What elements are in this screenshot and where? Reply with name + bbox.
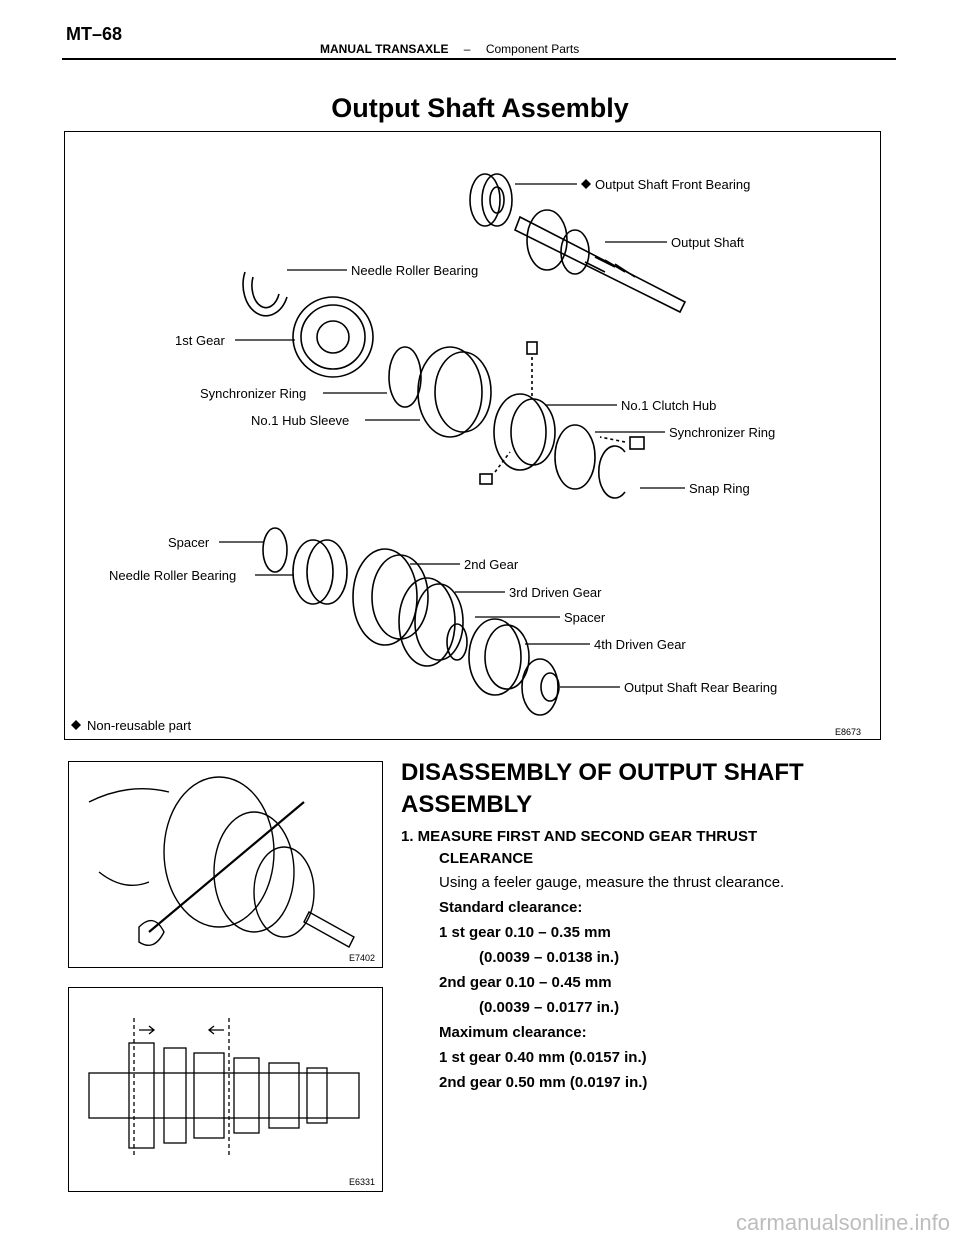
key-top-illustration xyxy=(527,342,537,354)
maximum-1st-gear: 1 st gear 0.40 mm (0.0157 in.) xyxy=(439,1049,647,1066)
header-title xyxy=(320,42,579,56)
header-rule xyxy=(62,58,896,60)
header-section: MANUAL TRANSAXLE xyxy=(320,42,449,56)
label-hub-sleeve: No.1 Hub Sleeve xyxy=(251,413,350,428)
shaft-end-illustration xyxy=(304,912,354,947)
spacer-left-illustration xyxy=(263,528,287,572)
label-second-gear: 2nd Gear xyxy=(464,557,519,572)
standard-clearance-label: Standard clearance: xyxy=(439,899,583,916)
label-rear-bearing: Output Shaft Rear Bearing xyxy=(624,680,778,695)
label-needle-bearing-top: Needle Roller Bearing xyxy=(351,263,479,278)
step1-heading-cont: CLEARANCE xyxy=(439,850,534,867)
non-reusable-diamond-icon xyxy=(581,179,591,189)
photo-figure-code: E7402 xyxy=(349,953,376,963)
label-first-gear: 1st Gear xyxy=(175,333,225,348)
label-needle-bearing-bottom: Needle Roller Bearing xyxy=(109,568,237,583)
watermark: carmanualsonline.info xyxy=(735,1210,950,1235)
header-separator: – xyxy=(463,42,471,56)
drawing-figure-code: E6331 xyxy=(349,1177,376,1187)
page-number: MT–68 xyxy=(66,24,123,44)
first-gear-illustration xyxy=(293,297,373,377)
section-heading-line2: ASSEMBLY xyxy=(401,791,533,818)
needle-bearing-top-illustration xyxy=(243,272,287,316)
sync-ring-right-illustration xyxy=(555,425,595,489)
gear-two-illustration xyxy=(164,1048,186,1143)
maximum-clearance-label: Maximum clearance: xyxy=(439,1024,587,1041)
feeler-gauge-tool xyxy=(149,802,304,932)
legend-non-reusable: Non-reusable part xyxy=(87,718,192,733)
diagram-figure-code: E8673 xyxy=(835,727,862,737)
label-fourth-driven-gear: 4th Driven Gear xyxy=(594,637,686,652)
front-bearing-illustration xyxy=(470,174,500,226)
diagram-svg xyxy=(65,132,880,739)
clearance-drawing-svg xyxy=(69,988,382,1191)
key-right-illustration xyxy=(630,437,644,449)
clearance-drawing-figure xyxy=(68,987,383,1192)
header-subsection: Component Parts xyxy=(485,42,580,56)
sync-ring-left-illustration xyxy=(389,347,421,407)
instruction-text: Using a feeler gauge, measure the thrust clearance. xyxy=(439,874,785,891)
feeler-gauge-figure xyxy=(68,761,383,968)
label-front-bearing: Output Shaft Front Bearing xyxy=(595,177,751,192)
label-snap-ring: Snap Ring xyxy=(689,481,750,496)
label-sync-ring-right: Synchronizer Ring xyxy=(669,425,776,440)
label-spacer-right: Spacer xyxy=(564,610,606,625)
standard-1st-gear-inches: (0.0039 – 0.0138 in.) xyxy=(479,949,620,966)
second-gear-illustration xyxy=(353,549,417,645)
key-bottom-illustration xyxy=(480,474,492,484)
section-heading-line1: DISASSEMBLY OF OUTPUT SHAFT xyxy=(401,759,804,786)
label-clutch-hub: No.1 Clutch Hub xyxy=(621,398,717,413)
standard-2nd-gear: 2nd gear 0.10 – 0.45 mm xyxy=(439,974,612,991)
gear-one-illustration xyxy=(129,1043,154,1148)
spacer-right-illustration xyxy=(447,624,467,660)
hand-illustration xyxy=(89,789,169,802)
snap-ring-illustration xyxy=(599,446,625,498)
exploded-parts-diagram xyxy=(64,131,881,740)
output-shaft-illustration xyxy=(515,217,685,312)
step1-heading: 1. MEASURE FIRST AND SECOND GEAR THRUST xyxy=(401,828,758,845)
label-spacer-left: Spacer xyxy=(168,535,210,550)
maximum-2nd-gear: 2nd gear 0.50 mm (0.0197 in.) xyxy=(439,1074,648,1091)
page-title: Output Shaft Assembly xyxy=(331,93,629,123)
disassembly-section xyxy=(401,757,921,1095)
legend-diamond-icon xyxy=(71,720,81,730)
feeler-gauge-svg xyxy=(69,762,382,967)
standard-2nd-gear-inches: (0.0039 – 0.0177 in.) xyxy=(479,999,620,1016)
label-third-driven-gear: 3rd Driven Gear xyxy=(509,585,602,600)
hub-sleeve-illustration xyxy=(418,347,482,437)
standard-1st-gear: 1 st gear 0.10 – 0.35 mm xyxy=(439,924,611,941)
label-sync-ring-left: Synchronizer Ring xyxy=(200,386,307,401)
label-output-shaft: Output Shaft xyxy=(671,235,744,250)
rear-bearing-illustration xyxy=(522,659,558,715)
